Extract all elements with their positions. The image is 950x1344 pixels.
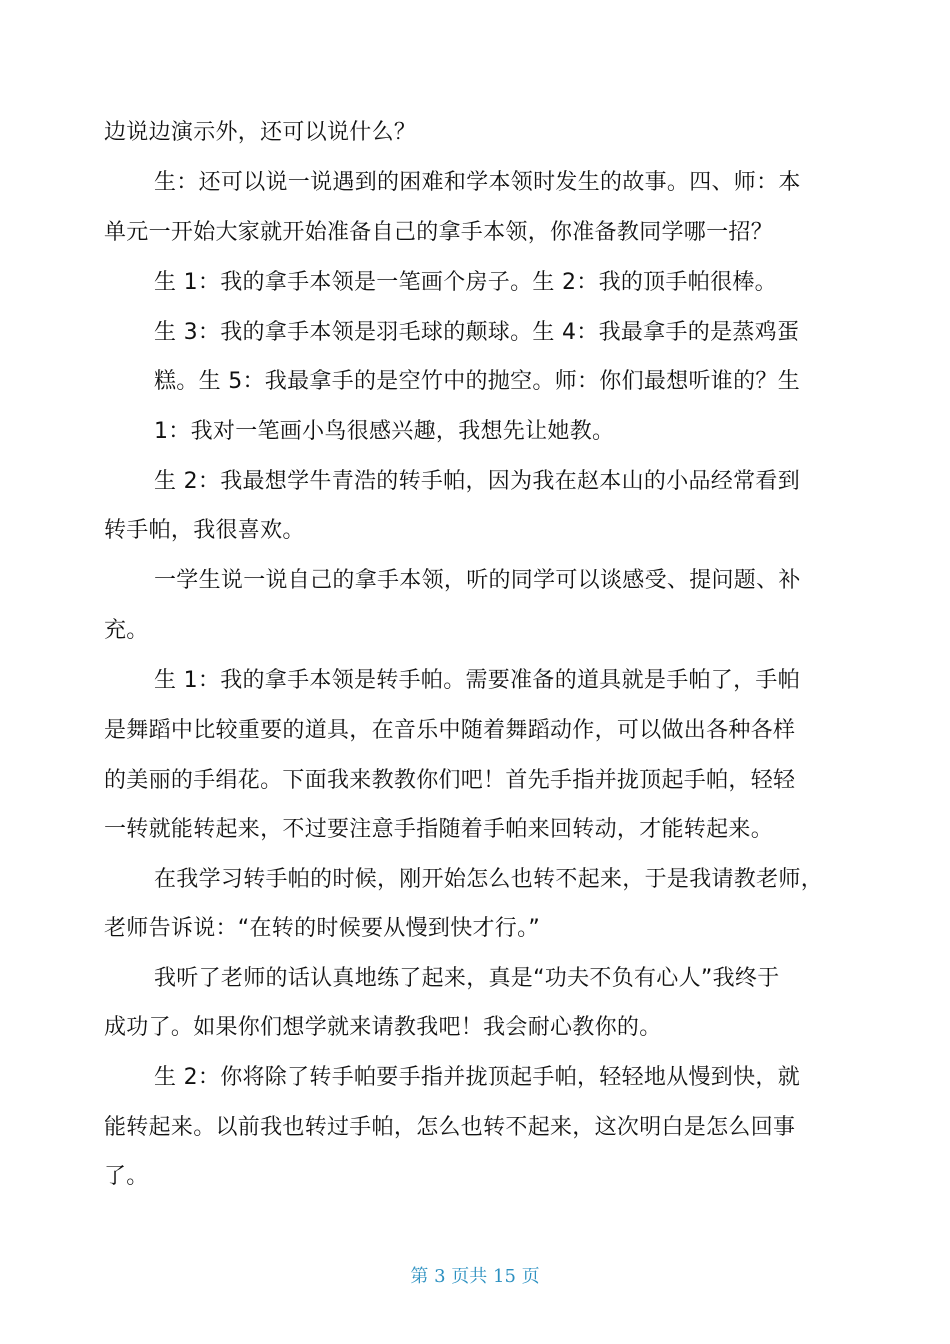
text-line: 充。 <box>104 618 149 643</box>
text-line: 一转就能转起来，不过要注意手指随着手帕来回转动，才能转起来。 <box>104 817 774 842</box>
text-line: 生 1：我的拿手本领是转手帕。需要准备的道具就是手帕了，手帕 <box>154 668 800 693</box>
text-line: 1：我对一笔画小鸟很感兴趣，我想先让她教。 <box>154 419 615 444</box>
text-line: 生 1：我的拿手本领是一笔画个房子。生 2：我的顶手帕很棒。 <box>154 270 777 295</box>
text-line: 生 2：我最想学牛青浩的转手帕，因为我在赵本山的小品经常看到 <box>154 469 800 494</box>
text-line: 是舞蹈中比较重要的道具，在音乐中随着舞蹈动作，可以做出各种各样 <box>104 718 796 743</box>
text-line: 能转起来。以前我也转过手帕，怎么也转不起来，这次明白是怎么回事 <box>104 1115 796 1140</box>
text-line: 成功了。如果你们想学就来请教我吧！我会耐心教你的。 <box>104 1015 662 1040</box>
text-line: 我听了老师的话认真地练了起来，真是“功夫不负有心人”我终于 <box>154 966 780 991</box>
text-line: 在我学习转手帕的时候，刚开始怎么也转不起来，于是我请教老师， <box>154 867 824 892</box>
text-line: 生 2：你将除了转手帕要手指并拢顶起手帕，轻轻地从慢到快，就 <box>154 1065 800 1090</box>
text-line: 生：还可以说一说遇到的困难和学本领时发生的故事。四、师：本 <box>154 170 801 195</box>
text-line: 糕。生 5：我最拿手的是空竹中的抛空。师：你们最想听谁的？生 <box>154 369 800 394</box>
page-number: 第 3 页共 15 页 <box>410 1266 540 1287</box>
text-line: 的美丽的手绢花。下面我来教教你们吧！首先手指并拢顶起手帕，轻轻 <box>104 768 796 793</box>
text-line: 边说边演示外，还可以说什么？ <box>104 120 417 145</box>
text-line: 单元一开始大家就开始准备自己的拿手本领，你准备教同学哪一招？ <box>104 220 774 245</box>
text-line: 一学生说一说自己的拿手本领，听的同学可以谈感受、提问题、补 <box>154 568 801 593</box>
text-line: 老师告诉说：“在转的时候要从慢到快才行。” <box>104 916 541 941</box>
text-line: 转手帕，我很喜欢。 <box>104 518 305 543</box>
text-line: 了。 <box>104 1164 149 1189</box>
text-line: 生 3：我的拿手本领是羽毛球的颠球。生 4：我最拿手的是蒸鸡蛋 <box>154 320 800 345</box>
